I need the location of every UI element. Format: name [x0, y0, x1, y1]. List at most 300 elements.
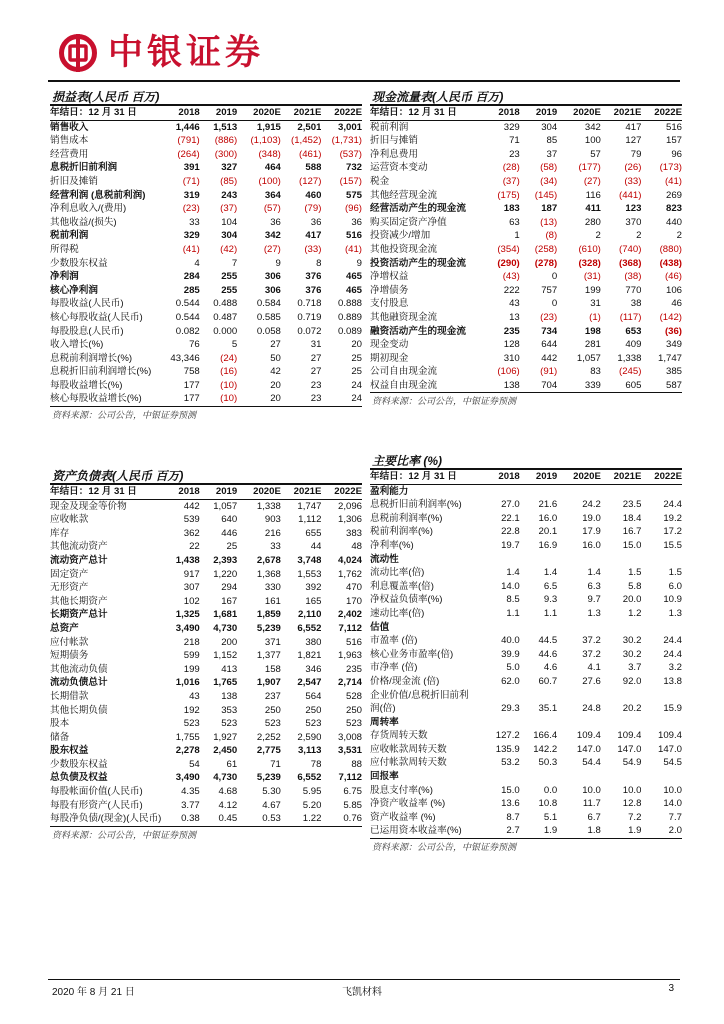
value-cell: 0 [551, 271, 558, 283]
value-cell: 27.0 [501, 499, 520, 511]
value-cell: 4,730 [213, 772, 238, 784]
value-cell: 27 [310, 352, 322, 364]
value-cell: 2.0 [668, 825, 682, 837]
table-row [50, 257, 362, 271]
table-row [50, 311, 362, 325]
value-cell: 2,278 [175, 745, 200, 757]
value-cell: 20 [270, 393, 281, 405]
value-cell: 2,501 [297, 121, 322, 133]
value-cell: 255 [221, 284, 238, 296]
value-cell: 327 [221, 162, 238, 174]
value-cell: 22.8 [501, 526, 520, 538]
value-cell [520, 553, 557, 567]
value-cell: (71) [182, 175, 200, 187]
table-header-row [50, 485, 362, 499]
row-label: 税前利润率(%) [370, 526, 433, 538]
value-cell: 516 [345, 230, 362, 242]
value-cell [482, 716, 519, 730]
value-cell: 24 [351, 393, 362, 405]
table-row [370, 661, 682, 675]
row-label: 净增债务 [370, 284, 409, 296]
value-cell: 385 [665, 366, 682, 378]
value-cell: (258) [534, 243, 558, 255]
row-label: 企业价值/息税折旧前利 [370, 689, 469, 701]
value-cell: 465 [345, 284, 362, 296]
value-cell: 12.8 [622, 798, 642, 810]
value-cell: 83 [590, 366, 601, 378]
value-cell: 29.3 [501, 703, 520, 715]
table-row [50, 595, 362, 609]
value-cell: 2,096 [337, 500, 362, 512]
value-cell: 5,239 [256, 622, 281, 634]
value-cell: 6,552 [297, 772, 322, 784]
table-row [370, 379, 682, 393]
value-cell: (37) [220, 203, 238, 215]
value-cell: 24.4 [663, 499, 682, 511]
value-cell: 823 [665, 203, 682, 215]
value-cell: 1,681 [213, 609, 238, 621]
value-cell: 1,747 [657, 352, 682, 364]
value-cell: 9.3 [543, 594, 558, 606]
value-cell: 770 [625, 284, 642, 296]
value-cell: 1,057 [576, 352, 601, 364]
value-cell: 5.95 [302, 786, 322, 798]
cash-flow-source: 资料来源：公司公告，中银证券预测 [370, 392, 682, 408]
value-cell: 644 [541, 339, 558, 351]
value-cell: 346 [305, 663, 322, 675]
value-cell: 2,402 [337, 609, 362, 621]
value-cell: 516 [665, 121, 682, 133]
value-cell: 528 [345, 690, 362, 702]
value-cell: 100 [584, 135, 601, 147]
value-cell [557, 770, 601, 784]
table-row [50, 379, 362, 393]
row-label: 应收帐款 [50, 514, 89, 526]
row-label: 估值 [370, 621, 390, 633]
value-cell: 35.1 [538, 703, 558, 715]
row-label: 无形资产 [50, 582, 89, 594]
row-label: 经营活动产生的现金流 [370, 203, 466, 215]
value-cell: 37.2 [582, 648, 601, 660]
value-cell: 1,963 [337, 650, 362, 662]
value-cell: 3,113 [297, 745, 322, 757]
row-label: 息税折旧前利润增长(%) [50, 366, 152, 378]
table-row [370, 148, 682, 162]
value-cell: 250 [264, 704, 281, 716]
table-row [50, 799, 362, 813]
value-cell: 31 [310, 339, 322, 351]
row-label: 现金及现金等价物 [50, 500, 127, 512]
row-label: 长期资产总计 [50, 609, 108, 621]
value-cell: (438) [659, 257, 682, 269]
value-cell: (886) [214, 135, 238, 147]
value-cell: 370 [625, 216, 642, 228]
table-row [50, 758, 362, 772]
value-cell: 8.7 [506, 811, 520, 823]
value-cell: 1,513 [213, 121, 238, 133]
value-cell [520, 689, 557, 703]
table-row [370, 648, 682, 662]
row-label: 每股股息(人民币) [50, 325, 124, 337]
value-cell: 25 [226, 541, 238, 553]
year-header: 2018 [162, 106, 199, 120]
row-label: 净利率(%) [370, 539, 414, 551]
value-cell: 19.0 [582, 512, 601, 524]
value-cell: 39.9 [501, 648, 520, 660]
value-cell: 917 [183, 568, 200, 580]
value-cell [482, 484, 519, 498]
value-cell: 135.9 [495, 743, 520, 755]
value-cell: 85 [546, 135, 558, 147]
balance-sheet-title: 资产负债表(人民币 百万) [50, 467, 362, 485]
value-cell: 243 [221, 189, 238, 201]
value-cell: 0.888 [337, 298, 362, 310]
table-row [370, 743, 682, 757]
value-cell [557, 689, 601, 703]
income-statement-table [50, 106, 362, 406]
value-cell: 281 [584, 339, 601, 351]
value-cell: 10.0 [582, 784, 601, 796]
value-cell: 0.718 [297, 298, 322, 310]
value-cell: 523 [183, 718, 200, 730]
value-cell: 15.0 [622, 539, 642, 551]
year-header: 2021E [281, 485, 322, 499]
table-row [370, 338, 682, 352]
row-label: 其他投资现金流 [370, 243, 438, 255]
value-cell: 1.9 [628, 825, 642, 837]
table-row [50, 690, 362, 704]
year-header: 2021E [601, 106, 642, 120]
value-cell: 442 [183, 500, 200, 512]
value-cell: 116 [585, 189, 601, 201]
row-label: 净利息费用 [370, 148, 418, 160]
value-cell: (46) [664, 271, 682, 283]
value-cell: 362 [183, 527, 200, 539]
table-row [370, 675, 682, 689]
value-cell [641, 621, 682, 635]
value-cell: 330 [264, 582, 281, 594]
table-row [50, 581, 362, 595]
value-cell: 1.1 [506, 607, 520, 619]
value-cell: (26) [624, 162, 642, 174]
value-cell: (36) [664, 325, 682, 337]
header-label: 年结日：12 月 31 日 [50, 106, 162, 120]
value-cell: 60.7 [538, 675, 558, 687]
value-cell: 5.20 [302, 799, 322, 811]
value-cell [601, 484, 642, 498]
table-row [370, 811, 682, 825]
table-row [370, 580, 682, 594]
company-name: 飞凯材料 [342, 987, 382, 998]
value-cell: 0.058 [256, 325, 281, 337]
value-cell: (368) [619, 257, 642, 269]
value-cell: 18.4 [622, 512, 642, 524]
value-cell: (37) [502, 175, 520, 187]
value-cell: 523 [221, 718, 238, 730]
value-cell: 280 [584, 216, 601, 228]
value-cell: 0.000 [213, 325, 238, 337]
table-row [50, 771, 362, 785]
table-row [370, 352, 682, 366]
value-cell: 15.0 [501, 784, 520, 796]
value-cell: (28) [502, 162, 520, 174]
table-header-row [370, 106, 682, 120]
row-label: 库存 [50, 527, 70, 539]
value-cell: 192 [183, 704, 200, 716]
table-row [370, 229, 682, 243]
table-row [50, 676, 362, 690]
table-row [370, 297, 682, 311]
value-cell: 4.67 [262, 799, 281, 811]
value-cell: 523 [345, 718, 362, 730]
value-cell: 1,446 [175, 121, 200, 133]
value-cell: 27.6 [582, 675, 601, 687]
table-row [370, 257, 682, 271]
value-cell: 4.12 [218, 799, 238, 811]
balance-sheet-table [50, 485, 362, 826]
row-label: 税前利润 [50, 230, 89, 242]
value-cell: 3,001 [337, 121, 362, 133]
value-cell: 23 [310, 379, 322, 391]
value-cell: 1,747 [297, 500, 322, 512]
row-label: 每股收益(人民币) [50, 298, 124, 310]
table-row [370, 270, 682, 284]
value-cell: 1,438 [175, 554, 200, 566]
row-label: 长期借款 [50, 690, 89, 702]
value-cell: 734 [541, 325, 558, 337]
value-cell: 17.2 [663, 526, 682, 538]
value-cell: 138 [221, 690, 238, 702]
row-label: 息税折旧前利润 [50, 162, 118, 174]
value-cell: 0.487 [213, 311, 238, 323]
value-cell: (328) [578, 257, 601, 269]
value-cell: 0.089 [337, 325, 362, 337]
value-cell: 0.082 [175, 325, 200, 337]
value-cell: 1,553 [297, 568, 322, 580]
header-label: 年结日：12 月 31 日 [370, 470, 482, 484]
cash-flow-table [370, 106, 682, 392]
year-header: 2018 [482, 106, 519, 120]
value-cell: 0.072 [297, 325, 322, 337]
value-cell: 44.6 [538, 648, 558, 660]
value-cell: 417 [305, 230, 322, 242]
table-row [50, 216, 362, 230]
value-cell: (791) [177, 135, 200, 147]
value-cell: (300) [214, 148, 238, 160]
row-label: 少数股东权益 [50, 257, 108, 269]
value-cell: 0.585 [256, 311, 281, 323]
value-cell: (33) [304, 243, 322, 255]
row-label: 回报率 [370, 771, 399, 783]
row-label: 已运用资本收益率(%) [370, 825, 462, 837]
table-row [370, 243, 682, 257]
table-header-row [50, 106, 362, 120]
table-row [50, 622, 362, 636]
row-label: 股本 [50, 718, 70, 730]
value-cell: (23) [540, 311, 558, 323]
value-cell: 523 [305, 718, 322, 730]
row-label: 融资活动产生的现金流 [370, 325, 466, 337]
table-row [370, 216, 682, 230]
value-cell: 7,112 [338, 622, 362, 634]
row-label: 流动资产总计 [50, 554, 108, 566]
value-cell: 3,531 [337, 745, 362, 757]
value-cell: 1,057 [213, 500, 238, 512]
table-row [370, 202, 682, 216]
value-cell: (127) [299, 175, 322, 187]
row-label: 股东权益 [50, 745, 89, 757]
value-cell: 237 [264, 690, 281, 702]
value-cell: 166.4 [533, 730, 558, 742]
value-cell: 157 [665, 135, 682, 147]
table-row [50, 392, 362, 406]
row-label: 核心业务市盈率(倍) [370, 648, 454, 660]
value-cell: 13.6 [501, 798, 520, 810]
value-cell: 1,821 [297, 650, 322, 662]
value-cell: 11.7 [582, 798, 601, 810]
table-row [50, 284, 362, 298]
value-cell: 13.8 [663, 675, 682, 687]
value-cell: 37 [546, 148, 558, 160]
value-cell: 1,338 [256, 500, 281, 512]
value-cell: 46 [671, 298, 682, 310]
value-cell: 104 [221, 216, 238, 228]
value-cell: 44 [310, 541, 322, 553]
value-cell: 371 [264, 636, 281, 648]
value-cell: 2 [595, 230, 601, 242]
value-cell: 63 [509, 216, 520, 228]
year-header: 2022E [641, 106, 682, 120]
value-cell: 5.30 [262, 786, 281, 798]
value-cell: 10.0 [622, 784, 642, 796]
value-cell: 446 [221, 527, 238, 539]
value-cell: 54.5 [663, 757, 682, 769]
value-cell: 903 [264, 514, 281, 526]
value-cell: 61 [226, 758, 238, 770]
value-cell: (1,452) [291, 135, 322, 147]
value-cell: 142.2 [533, 743, 558, 755]
header-divider [48, 80, 680, 82]
row-label: 公司自由现金流 [370, 366, 438, 378]
value-cell: (173) [659, 162, 682, 174]
value-cell: 57 [590, 148, 601, 160]
row-label: 净利润 [50, 271, 79, 283]
value-cell: (264) [177, 148, 200, 160]
table-row [370, 716, 682, 730]
value-cell: 167 [221, 595, 238, 607]
value-cell: 96 [671, 148, 682, 160]
value-cell [557, 484, 601, 498]
table-row [370, 311, 682, 325]
value-cell: (33) [624, 175, 642, 187]
value-cell: 5 [231, 339, 238, 351]
table-row [50, 161, 362, 175]
table-row [50, 499, 362, 513]
value-cell: 31 [590, 298, 601, 310]
value-cell: (100) [258, 175, 281, 187]
table-row [50, 175, 362, 189]
value-cell: 465 [345, 271, 362, 283]
value-cell: 10.8 [538, 798, 558, 810]
row-label: 折旧及摊销 [50, 175, 98, 187]
row-label: 每股帐面价值(人民币) [50, 786, 143, 798]
value-cell: 0.488 [213, 298, 238, 310]
value-cell: 7.7 [668, 811, 682, 823]
table-row [370, 593, 682, 607]
value-cell [520, 621, 557, 635]
value-cell: 20 [351, 339, 362, 351]
report-date: 2020 年 8 月 21 日 [52, 987, 135, 998]
value-cell: (16) [220, 366, 238, 378]
value-cell: (610) [578, 243, 601, 255]
table-row [50, 229, 362, 243]
value-cell [601, 621, 642, 635]
table-row [50, 148, 362, 162]
value-cell: (461) [299, 148, 322, 160]
value-cell: 470 [345, 582, 362, 594]
value-cell: 50 [270, 352, 281, 364]
value-cell: 376 [305, 271, 322, 283]
row-label: 购买固定资产净值 [370, 216, 447, 228]
value-cell: 43 [189, 690, 200, 702]
row-label: 股息支付率(%) [370, 784, 433, 796]
page-number: 3 [668, 983, 674, 994]
value-cell: 8 [316, 257, 322, 269]
value-cell: 1,907 [256, 677, 281, 689]
table-row [370, 797, 682, 811]
row-label: 净利息收入/(费用) [50, 203, 127, 215]
value-cell: 319 [183, 189, 200, 201]
value-cell [520, 484, 557, 498]
value-cell: 38 [630, 298, 642, 310]
value-cell: 44.5 [538, 635, 558, 647]
value-cell: 88 [351, 758, 362, 770]
value-cell: 409 [625, 339, 642, 351]
value-cell: (57) [263, 203, 281, 215]
value-cell: 1.4 [543, 567, 558, 579]
value-cell: 6.3 [587, 580, 601, 592]
value-cell: 6.7 [587, 811, 601, 823]
table-row [50, 352, 362, 366]
value-cell [520, 770, 557, 784]
value-cell: (23) [182, 203, 200, 215]
value-cell: (106) [497, 366, 520, 378]
value-cell: 222 [503, 284, 520, 296]
table-row [370, 756, 682, 770]
row-label: 息税前利润增长(%) [50, 352, 133, 364]
value-cell: 27 [310, 366, 322, 378]
value-cell: 1.5 [628, 567, 642, 579]
key-ratios-table [370, 470, 682, 838]
row-label: 盈利能力 [370, 485, 409, 497]
table-row [370, 566, 682, 580]
value-cell: 391 [183, 162, 200, 174]
value-cell: 523 [264, 718, 281, 730]
table-row [50, 540, 362, 554]
value-cell: 1.4 [506, 567, 520, 579]
row-label: 资产收益率 (%) [370, 811, 436, 823]
table-row [50, 731, 362, 745]
row-label: 息税前利润率(%) [370, 512, 443, 524]
value-cell: 2.7 [506, 825, 520, 837]
value-cell: (41) [344, 243, 362, 255]
value-cell: 48 [351, 541, 362, 553]
value-cell: 1.9 [543, 825, 558, 837]
value-cell: 380 [305, 636, 322, 648]
table-row [50, 785, 362, 799]
value-cell: 36 [351, 216, 362, 228]
value-cell: 183 [503, 203, 520, 215]
